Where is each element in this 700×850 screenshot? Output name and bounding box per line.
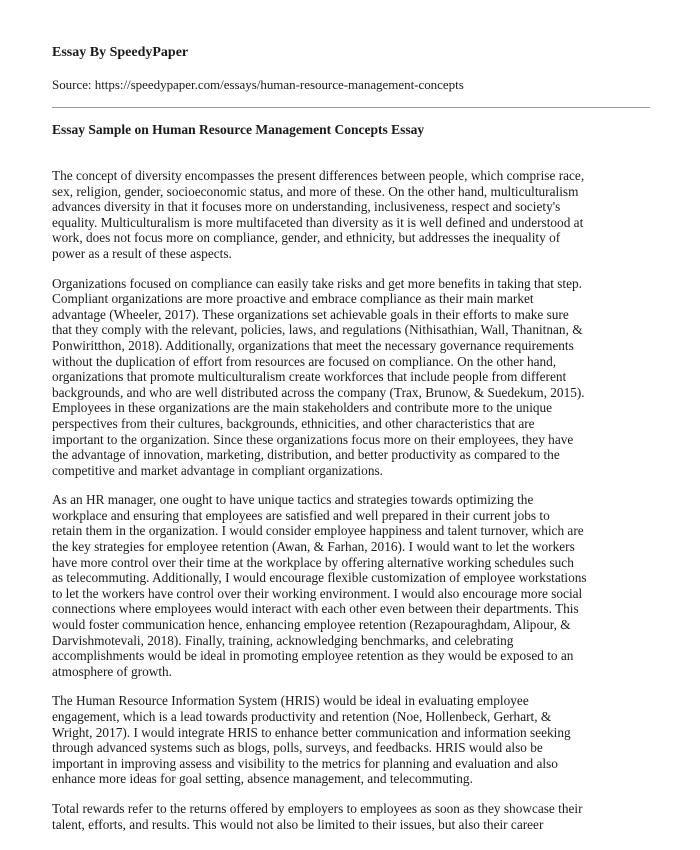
- text-line: through advanced systems such as blogs, polls, surveys, and feedbacks. HRIS would also be: [52, 740, 543, 756]
- text-line: sex, religion, gender, socioeconomic status, and more of these. On the other hand, multiculturalism: [52, 183, 579, 199]
- text-line: The concept of diversity encompasses the present differences between people, which comprise race,: [52, 168, 585, 183]
- text-line: connections where employees would interact with each other even between their departments. This: [52, 601, 579, 617]
- text-line: The Human Resource Information System (HRIS) would be ideal in evaluating employee: [52, 693, 529, 709]
- text-line: retain them in the organization. I would consider employee happiness and talent turnover, which are: [52, 523, 584, 539]
- essay-body: [52, 168, 652, 846]
- text-line: advances diversity in that it focuses more on understanding, inclusiveness, respect and society's: [52, 199, 561, 215]
- text-line: backgrounds, and who are well distributed across the company (Trax, Brunow, & Suedekum, 2015).: [52, 384, 585, 400]
- text-line: atmosphere of growth.: [52, 663, 173, 679]
- text-line: important in improving assess and visibility to the metrics for planning and evaluation and also: [52, 755, 558, 771]
- text-line: workplace and ensuring that employees are satisfied and well prepared in their current jobs to: [52, 507, 550, 523]
- text-line: work, does not focus more on compliance, gender, and ethnicity, but addresses the inequality of: [52, 230, 561, 246]
- site-title: Essay By SpeedyPaper: [52, 45, 189, 60]
- text-line: Wright, 2017). I would integrate HRIS to enhance better communication and information seeking: [52, 724, 571, 740]
- text-line: talent, efforts, and results. This would not also be limited to their issues, but also their career: [52, 816, 544, 832]
- text-line: perspectives from their cultures, backgrounds, ethnicities, and other characteristics that are: [52, 415, 535, 431]
- text-line: organizations that promote multiculturalism create workforces that include people from different: [52, 369, 567, 385]
- text-line: the key strategies for employee retention (Awan, & Farhan, 2016). I would want to let the workers: [52, 539, 575, 555]
- header-divider: [52, 107, 650, 108]
- text-line: to let the workers have control over their working environment. I would also encourage more social: [52, 585, 583, 601]
- text-line: Employees in these organizations are the main stakeholders and contribute more to the unique: [52, 400, 553, 416]
- text-line: the advantage of innovation, marketing, distribution, and better productivity as compared to the: [52, 447, 560, 463]
- text-line: without the duplication of effort from resources are focused on compliance. On the other hand,: [52, 353, 557, 369]
- text-line: that they comply with the relevant, policies, laws, and regulations (Nithisathian, Wall, Thanitnan, &: [52, 322, 583, 338]
- paragraph-diversity: [52, 168, 652, 262]
- text-line: engagement, which is a lead towards productivity and retention (Noe, Hollenbeck, Gerhart, &: [52, 709, 552, 724]
- text-line: Organizations focused on compliance can easily take risks and get more benefits in taking that step.: [52, 275, 582, 291]
- text-line: power as a result of these aspects.: [52, 245, 232, 261]
- text-line: Ponwiritthon, 2018). Additionally, organizations that meet the necessary governance requirements: [52, 337, 574, 353]
- text-line: As an HR manager, one ought to have unique tactics and strategies towards optimizing the: [52, 492, 534, 508]
- essay-title: Essay Sample on Human Resource Management Concepts Essay: [52, 122, 425, 137]
- text-line: important to the organization. Since these organizations focus more on their employees, they have: [52, 431, 574, 447]
- paragraph-total-rewards: [52, 801, 652, 832]
- text-line: Compliant organizations are more proactive and embrace compliance as their main market: [52, 291, 534, 307]
- paragraph-hris: [52, 693, 652, 787]
- text-line: would foster communication hence, enhancing employee retention (Rezapouraghdam, Alipour, &: [52, 617, 571, 633]
- text-line: Total rewards refer to the returns offered by employers to employees as soon as they showcase their: [52, 800, 583, 816]
- paragraph-retention: [52, 492, 652, 679]
- paragraph-compliance: [52, 276, 652, 479]
- text-line: enhance more ideas for goal setting, absence management, and telecommuting.: [52, 771, 473, 787]
- text-line: accomplishments would be ideal in promoting employee retention as they would be exposed to an: [52, 648, 574, 664]
- text-line: as telecommuting. Additionally, I would encourage flexible customization of employee workstations: [52, 570, 587, 586]
- text-line: have more control over their time at the workplace by offering alternative working schedules such: [52, 554, 574, 570]
- text-line: advantage (Wheeler, 2017). These organizations set achievable goals in their efforts to make sure: [52, 306, 569, 322]
- text-line: competitive and market advantage in compliant organizations.: [52, 462, 383, 478]
- document-header: [52, 44, 652, 93]
- text-line: equality. Multiculturalism is more multifaceted than diversity as it is well defined and understood at: [52, 214, 584, 230]
- source-line: Source: https://speedypaper.com/essays/human-resource-management-concepts: [52, 77, 464, 92]
- text-line: Darvishmotevali, 2018). Finally, training, acknowledging benchmarks, and celebrating: [52, 632, 514, 648]
